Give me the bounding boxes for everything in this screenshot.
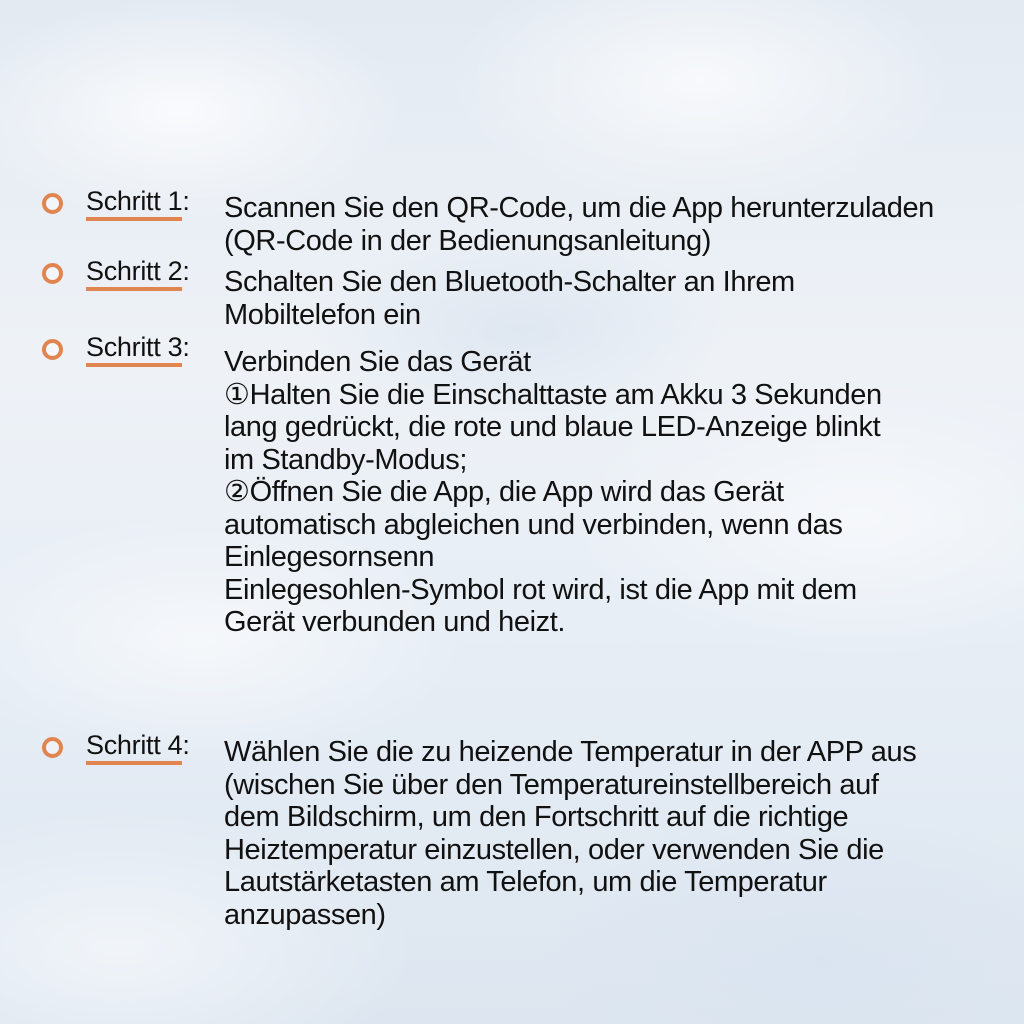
step-text-line: Gerät verbunden und heizt. xyxy=(224,606,566,638)
label-colon: : xyxy=(182,332,190,362)
step-text-line: Scannen Sie den QR-Code, um die App herunterzuladen xyxy=(224,192,934,224)
step-text-line: anzupassen) xyxy=(224,898,386,931)
step-description xyxy=(224,192,1019,257)
step-text-line: Schalten Sie den Bluetooth-Schalter an Ihrem xyxy=(224,266,795,298)
step-description xyxy=(224,266,1019,331)
step-label xyxy=(86,186,190,216)
circle-bullet-icon xyxy=(42,737,63,758)
step-label-text: Schritt 1 xyxy=(86,186,182,221)
circle-bullet-icon xyxy=(42,193,63,214)
step-text-line: Verbinden Sie das Gerät xyxy=(224,346,531,378)
step-text-line: Heiztemperatur einzustellen, oder verwenden Sie die xyxy=(224,833,884,866)
step-description xyxy=(224,736,1019,931)
circle-bullet-icon xyxy=(42,263,63,284)
step-text-line: Wählen Sie die zu heizende Temperatur in der APP aus xyxy=(224,736,917,768)
step-text-line: dem Bildschirm, um den Fortschritt auf die richtige xyxy=(224,801,849,833)
step-label xyxy=(86,332,190,362)
step-label xyxy=(86,730,190,760)
step-text-line: ①Halten Sie die Einschalttaste am Akku 3 Sekunden xyxy=(224,378,882,411)
step-label-text: Schritt 4 xyxy=(86,730,182,765)
step-text-line: Mobiltelefon ein xyxy=(224,298,421,331)
label-colon: : xyxy=(182,186,190,216)
step-text-line: automatisch abgleichen und verbinden, wenn das xyxy=(224,508,843,541)
label-colon: : xyxy=(182,256,190,286)
step-text-line: im Standby-Modus; xyxy=(224,443,468,476)
step-text-line: (wischen Sie über den Temperatureinstellbereich auf xyxy=(224,768,879,801)
step-text-line: Lautstärketasten am Telefon, um die Temperatur xyxy=(224,866,827,898)
step-text-line: Einlegesohlen-Symbol rot wird, ist die App mit dem xyxy=(224,573,857,606)
step-label-text: Schritt 3 xyxy=(86,332,182,367)
step-text-line: Einlegesornsenn xyxy=(224,541,435,573)
step-label-text: Schritt 2 xyxy=(86,256,182,291)
step-description xyxy=(224,346,1019,639)
step-text-line: (QR-Code in der Bedienungsanleitung) xyxy=(224,224,711,257)
circle-bullet-icon xyxy=(42,339,63,360)
label-colon: : xyxy=(182,730,190,760)
step-label xyxy=(86,256,190,286)
step-text-line: ②Öffnen Sie die App, die App wird das Gerät xyxy=(224,476,784,508)
step-text-line: lang gedrückt, die rote und blaue LED-Anzeige blinkt xyxy=(224,411,881,443)
